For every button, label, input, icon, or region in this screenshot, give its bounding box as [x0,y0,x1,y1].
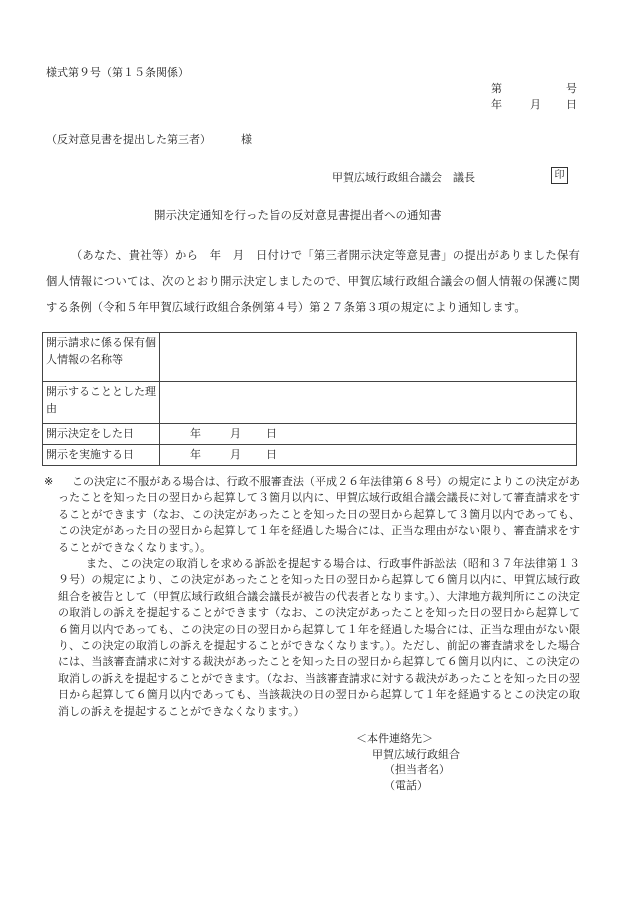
row-label-info-name: 開示請求に係る保有個人情報の名称等 [43,333,160,382]
issuer-name: 甲賀広域行政組合議会 議長 [332,171,475,184]
implementation-year: 年 [190,448,201,461]
seal-stamp: 印 [551,167,568,184]
row-label-reason: 開示することとした理由 [43,382,160,424]
note-section [44,474,580,720]
table-row [43,333,577,382]
row-value-decision-date [160,424,577,445]
row-label-decision-date: 開示決定をした日 [43,424,160,445]
body-paragraph: （あなた、貴社等）から 年 月 日付けで「第三者開示決定等意見書」の提出がありました保有個人情報については、次のとおり開示決定しましたので、甲賀広域行政組合議会の個人情報の保護に関する条例（令和５年甲賀広域行政組合条例第４号）第２７条第３項の規定により通知します。 [46,249,580,314]
note-paragraph-appeal: この決定に不服がある場合は、行政不服審査法（平成２６年法律第６８号）の規定によりこの決定があったことを知った日の翌日から起算して３箇月以内に、甲賀広域行政組合議会議長に対して審査請求をすることができます（なお、この決定があったことを知った日の翌日から起算して３箇月以内であっても、この決定があった日の翌日から起算して１年を経過した場合には、正当な理由がない限り、審査請求をすることができなくなります。）。 [58,475,580,554]
row-label-implementation-date: 開示を実施する日 [43,445,160,466]
implementation-month: 月 [230,448,241,461]
disclosure-info-table [42,332,577,466]
row-value-reason [160,382,577,424]
table-row [43,445,577,466]
form-number-label: 様式第９号（第１５条関係） [46,66,189,79]
row-value-implementation-date [160,445,577,466]
issue-date-month: 月 [530,98,541,111]
addressee-honorific: 様 [241,133,252,146]
document-title: 開示決定通知を行った旨の反対意見書提出者への通知書 [154,208,442,222]
decision-year: 年 [190,427,201,440]
decision-month: 月 [230,427,241,440]
contact-phone: （電話） [384,778,428,792]
implementation-day: 日 [266,448,277,461]
contact-heading: ＜本件連絡先＞ [356,732,433,745]
contact-person: （担当者名） [384,763,450,776]
addressee-label: （反対意見書を提出した第三者） [46,133,211,146]
table-row [43,424,577,445]
table-row [43,382,577,424]
issue-date-day: 日 [566,98,577,111]
document-number-suffix: 号 [566,82,577,95]
contact-organization: 甲賀広域行政組合 [372,747,460,761]
contact-block [356,731,460,793]
document-number-label: 第 [491,82,502,95]
issue-date-year: 年 [491,98,502,111]
note-paragraph-lawsuit: また、この決定の取消しを求める訴訟を提起する場合は、行政事件訴訟法（昭和３７年法律第１３９号）の規定により、この決定があったことを知った日の翌日から起算して６箇月以内に、甲賀広域行政組合を被告として（甲賀広域行政組合議会議長が被告の代表者となります。）、大津地方裁判所にこの決定の取消しの訴えを提起することができます（なお、この決定があったことを知った日の翌日から起算して６箇月以内であっても、この決定の日の翌日から起算して１年を経過した場合には、正当な理由がない限り、この決定の取消しの訴えを提起することができなくなります。）。ただし、前記の審査請求をした場合には、当該審査請求に対する裁決があったことを知った日の翌日から起算して６箇月以内に、この決定の取消しの訴えを提起することができます。（なお、当該審査請求に対する裁決があったことを知った日の翌日から起算して６箇月以内であっても、当該裁決の日の翌日から起算して１年を経過するとこの決定の取消しの訴えを提起することができなくなります。） [58,557,580,718]
decision-day: 日 [266,427,277,440]
row-value-info-name [160,333,577,382]
note-mark: ※ [44,475,54,488]
